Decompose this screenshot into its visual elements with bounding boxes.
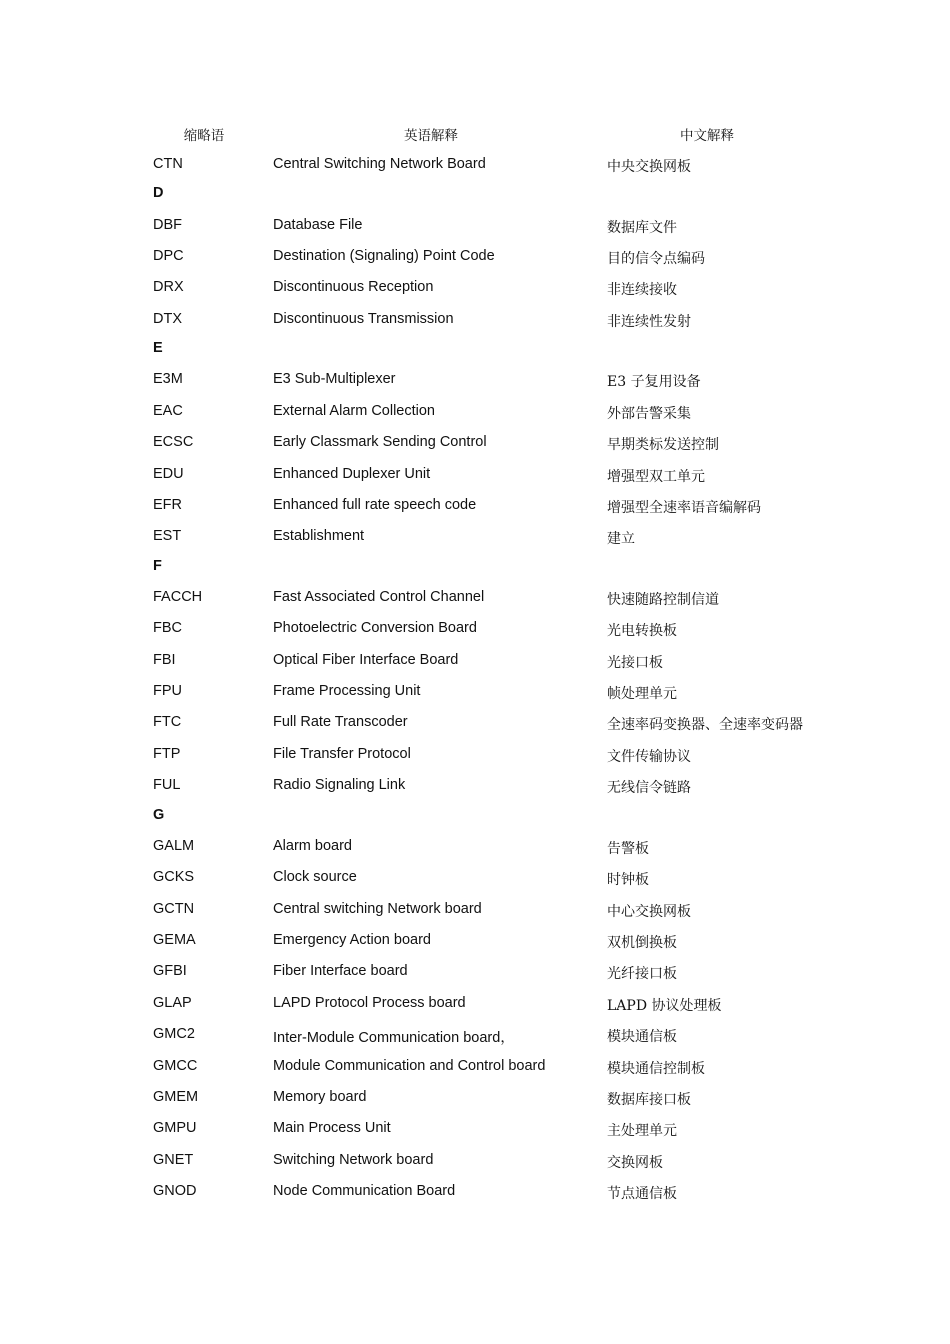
- table-row: [153, 209, 853, 240]
- abbr-cell: GMC2: [153, 1026, 195, 1043]
- chinese-cell: 数据库文件: [607, 219, 677, 236]
- abbr-cell: FTP: [153, 745, 181, 762]
- table-row: [153, 1175, 853, 1206]
- abbr-cell: GCTN: [153, 900, 195, 917]
- table-row: [153, 489, 853, 520]
- chinese-cell: 增强型全速率语音编解码: [607, 499, 761, 516]
- chinese-cell: 交换网板: [607, 1154, 663, 1171]
- abbr-cell: GALM: [153, 837, 195, 854]
- chinese-cell: 模块通信板: [607, 1029, 677, 1046]
- table-row: [153, 426, 853, 457]
- chinese-cell: 光接口板: [607, 654, 663, 671]
- chinese-cell: 无线信令链路: [607, 780, 691, 797]
- abbr-cell: EAC: [153, 402, 183, 419]
- header-abbreviation: 缩略语: [183, 128, 225, 144]
- english-cell: Inter-Module Communication board，: [273, 1030, 515, 1047]
- abbr-cell: EDU: [153, 465, 184, 482]
- table-row: [153, 706, 853, 737]
- section-letter: F: [153, 557, 162, 574]
- section-letter-row: [153, 801, 853, 830]
- chinese-cell: 非连续接收: [607, 282, 677, 299]
- chinese-cell: 快速随路控制信道: [607, 591, 719, 608]
- table-row: [153, 581, 853, 612]
- table-body: [153, 148, 853, 1206]
- english-cell: Node Communication Board: [273, 1183, 456, 1200]
- english-cell: Enhanced full rate speech code: [273, 496, 477, 513]
- section-letter-row: [153, 334, 853, 363]
- abbr-cell: GCKS: [153, 869, 195, 886]
- chinese-cell: 主处理单元: [607, 1123, 677, 1140]
- english-cell: Clock source: [273, 869, 357, 886]
- table-row: [153, 861, 853, 892]
- table-row: [153, 955, 853, 986]
- english-cell: Main Process Unit: [273, 1120, 391, 1137]
- chinese-cell: 数据库接口板: [607, 1091, 691, 1108]
- abbr-cell: GMPU: [153, 1120, 197, 1137]
- english-cell: Alarm board: [273, 837, 352, 854]
- table-row: [153, 395, 853, 426]
- glossary-table: [153, 122, 853, 1206]
- english-cell: Radio Signaling Link: [273, 777, 406, 794]
- abbr-cell: GNET: [153, 1151, 194, 1168]
- section-letter-row: [153, 179, 853, 208]
- abbr-cell: FPU: [153, 683, 182, 700]
- english-cell: LAPD Protocol Process board: [273, 994, 466, 1011]
- chinese-cell: 告警板: [607, 840, 649, 857]
- abbr-cell: FACCH: [153, 588, 203, 605]
- chinese-cell: 早期类标发送控制: [607, 437, 719, 454]
- chinese-cell: 时钟板: [607, 872, 649, 889]
- table-row: [153, 363, 853, 394]
- table-row: [153, 1081, 853, 1112]
- english-cell: Discontinuous Transmission: [273, 310, 454, 327]
- chinese-cell: 模块通信控制板: [607, 1060, 705, 1077]
- table-row: [153, 987, 853, 1018]
- chinese-cell: 中央交换网板: [607, 159, 691, 175]
- english-cell: Emergency Action board: [273, 931, 431, 948]
- table-row: [153, 303, 853, 334]
- abbr-cell: FBI: [153, 651, 176, 668]
- table-row: [153, 1050, 853, 1081]
- abbr-cell: CTN: [153, 156, 183, 172]
- english-cell: Fiber Interface board: [273, 963, 408, 980]
- abbr-cell: FBC: [153, 620, 182, 637]
- english-cell: Frame Processing Unit: [273, 683, 421, 700]
- table-row: [153, 830, 853, 861]
- abbr-cell: GNOD: [153, 1183, 197, 1200]
- abbr-cell: E3M: [153, 371, 183, 388]
- abbr-cell: DPC: [153, 247, 184, 264]
- chinese-cell: 非连续性发射: [607, 313, 691, 330]
- english-cell: Central switching Network board: [273, 900, 482, 917]
- english-cell: Switching Network board: [273, 1151, 434, 1168]
- english-cell: Enhanced Duplexer Unit: [273, 465, 431, 482]
- abbr-cell: GMCC: [153, 1057, 198, 1074]
- abbr-cell: DBF: [153, 216, 182, 233]
- abbr-cell: FTC: [153, 714, 182, 731]
- table-row: [153, 675, 853, 706]
- abbr-cell: DRX: [153, 279, 184, 296]
- english-cell: Photoelectric Conversion Board: [273, 620, 477, 637]
- english-cell: Discontinuous Reception: [273, 279, 434, 296]
- english-cell: Fast Associated Control Channel: [273, 588, 485, 605]
- chinese-cell: 目的信令点编码: [607, 250, 705, 267]
- table-row: [153, 271, 853, 302]
- english-cell: Establishment: [273, 528, 365, 545]
- chinese-cell: 节点通信板: [607, 1186, 677, 1203]
- chinese-cell: 建立: [607, 531, 635, 548]
- abbr-cell: ECSC: [153, 434, 194, 451]
- english-cell: File Transfer Protocol: [273, 745, 411, 762]
- chinese-cell: LAPD 协议处理板: [607, 997, 722, 1014]
- section-letter-row: [153, 552, 853, 581]
- english-cell: Optical Fiber Interface Board: [273, 651, 459, 668]
- abbr-cell: GEMA: [153, 931, 196, 948]
- table-row: [153, 1018, 853, 1049]
- english-cell: Module Communication and Control board: [273, 1057, 546, 1074]
- table-row: [153, 738, 853, 769]
- chinese-cell: E3 子复用设备: [607, 374, 701, 391]
- section-letter: G: [153, 806, 165, 823]
- abbr-cell: GLAP: [153, 994, 192, 1011]
- table-row: [153, 1112, 853, 1143]
- table-row: [153, 893, 853, 924]
- english-cell: External Alarm Collection: [273, 402, 435, 419]
- chinese-cell: 光电转换板: [607, 623, 677, 640]
- section-letter: E: [153, 340, 163, 357]
- chinese-cell: 文件传输协议: [607, 748, 691, 765]
- chinese-cell: 双机倒换板: [607, 934, 677, 951]
- english-cell: Central Switching Network Board: [273, 156, 486, 172]
- chinese-cell: 全速率码变换器、全速率变码器: [607, 717, 803, 734]
- chinese-cell: 外部告警采集: [607, 405, 691, 422]
- abbr-cell: DTX: [153, 310, 182, 327]
- english-cell: Destination (Signaling) Point Code: [273, 247, 495, 264]
- header-chinese: 中文解释: [680, 128, 734, 144]
- table-row: [153, 458, 853, 489]
- abbr-cell: FUL: [153, 777, 181, 794]
- header-english: 英语解释: [404, 128, 458, 144]
- english-cell: Early Classmark Sending Control: [273, 434, 487, 451]
- table-row: [153, 612, 853, 643]
- table-row: [153, 1144, 853, 1175]
- english-cell: Memory board: [273, 1088, 367, 1105]
- chinese-cell: 增强型双工单元: [607, 468, 705, 485]
- english-cell: E3 Sub-Multiplexer: [273, 371, 396, 388]
- table-row: [153, 240, 853, 271]
- chinese-cell: 光纤接口板: [607, 966, 677, 983]
- table-header: [153, 122, 853, 148]
- abbr-cell: GMEM: [153, 1088, 199, 1105]
- table-row: [153, 148, 853, 179]
- table-row: [153, 924, 853, 955]
- table-row: [153, 769, 853, 800]
- table-row: [153, 644, 853, 675]
- section-letter: D: [153, 185, 164, 202]
- abbr-cell: EST: [153, 528, 182, 545]
- english-cell: Full Rate Transcoder: [273, 714, 408, 731]
- abbr-cell: GFBI: [153, 963, 187, 980]
- chinese-cell: 中心交换网板: [607, 903, 691, 920]
- chinese-cell: 帧处理单元: [607, 686, 677, 703]
- english-cell: Database File: [273, 216, 363, 233]
- table-row: [153, 520, 853, 551]
- abbr-cell: EFR: [153, 496, 182, 513]
